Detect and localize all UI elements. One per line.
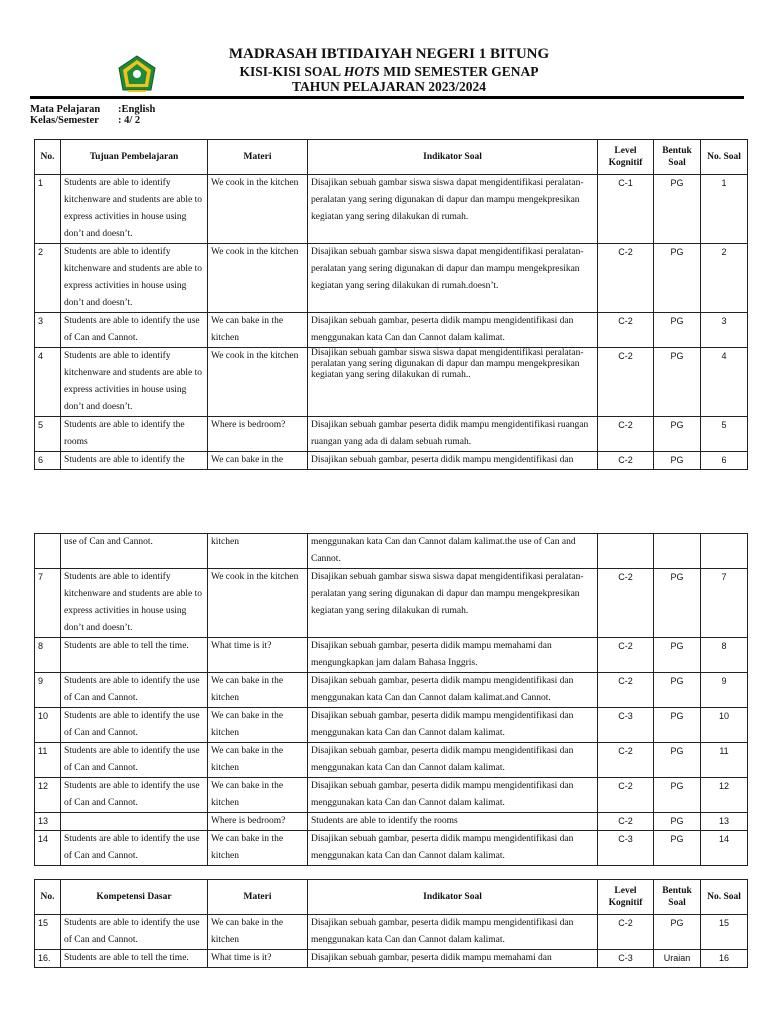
header-cell: Tujuan Pembelajaran	[61, 140, 208, 175]
class-label: Kelas/Semester	[30, 115, 99, 126]
cell-level: C-3	[598, 831, 654, 866]
table-row	[35, 638, 748, 673]
header-cell: Bentuk Soal	[654, 140, 701, 175]
cell-objective: Students are able to identify kitchenware and students are able to express activities in house using don’t and doesn’t.	[61, 348, 208, 417]
cell-no: 12	[35, 778, 61, 813]
table-row	[35, 417, 748, 452]
cell-question-no: 5	[701, 417, 748, 452]
cell-indicator: Disajikan sebuah gambar, peserta didik mampu mengidentifikasi dan menggunakan kata Can dan Cannot dalam kalimat.	[308, 313, 598, 348]
cell-indicator: Students are able to identify the rooms	[308, 813, 598, 831]
cell-no: 3	[35, 313, 61, 348]
class-row	[30, 115, 140, 126]
cell-level: C-2	[598, 244, 654, 313]
header-cell: Indikator Soal	[308, 880, 598, 915]
cell-level: C-2	[598, 313, 654, 348]
header-cell: No.	[35, 140, 61, 175]
cell-no: 9	[35, 673, 61, 708]
cell-indicator: Disajikan sebuah gambar siswa siswa dapat mengidentifikasi peralatan-peralatan yang sering digunakan di dapur dan mampu mengekpresikan kegiatan yang sering dilakukan di rumah..	[308, 348, 598, 417]
cell-no	[35, 534, 61, 569]
header-cell: Materi	[208, 140, 308, 175]
header-cell: No. Soal	[701, 880, 748, 915]
cell-level: C-2	[598, 778, 654, 813]
cell-form: PG	[654, 813, 701, 831]
cell-question-no: 1	[701, 175, 748, 244]
table-row	[35, 348, 748, 417]
cell-material: We cook in the kitchen	[208, 175, 308, 244]
header-cell: Level Kognitif	[598, 880, 654, 915]
cell-level: C-2	[598, 743, 654, 778]
cell-form: PG	[654, 778, 701, 813]
cell-no: 8	[35, 638, 61, 673]
table-row	[35, 534, 748, 569]
cell-form: PG	[654, 673, 701, 708]
cell-form: PG	[654, 569, 701, 638]
cell-question-no: 10	[701, 708, 748, 743]
cell-level: C-2	[598, 569, 654, 638]
table-row	[35, 915, 748, 950]
table-row	[35, 569, 748, 638]
cell-objective: Students are able to identify the use of Can and Cannot.	[61, 673, 208, 708]
cell-material: We can bake in the kitchen	[208, 313, 308, 348]
cell-level	[598, 534, 654, 569]
table-row	[35, 743, 748, 778]
cell-material: Where is bedroom?	[208, 813, 308, 831]
cell-form: PG	[654, 348, 701, 417]
grid-table-1	[34, 139, 748, 470]
cell-level: C-2	[598, 417, 654, 452]
header-cell: Indikator Soal	[308, 140, 598, 175]
cell-objective: Students are able to identify kitchenware and students are able to express activities in house using don’t and doesn’t.	[61, 175, 208, 244]
cell-no: 4	[35, 348, 61, 417]
cell-question-no: 2	[701, 244, 748, 313]
table-row	[35, 813, 748, 831]
cell-material: We can bake in the kitchen	[208, 831, 308, 866]
cell-question-no: 9	[701, 673, 748, 708]
cell-material: kitchen	[208, 534, 308, 569]
table-row	[35, 831, 748, 866]
cell-question-no: 12	[701, 778, 748, 813]
table-row	[35, 313, 748, 348]
cell-level: C-2	[598, 638, 654, 673]
cell-competency: Students are able to tell the time.	[61, 950, 208, 968]
cell-question-no: 15	[701, 915, 748, 950]
table-row	[35, 452, 748, 470]
cell-material: What time is it?	[208, 638, 308, 673]
cell-level: C-3	[598, 708, 654, 743]
table-row	[35, 950, 748, 968]
document-title: KISI-KISI SOAL HOTS MID SEMESTER GENAP	[239, 64, 539, 79]
table-row	[35, 778, 748, 813]
cell-level: C-2	[598, 348, 654, 417]
table-row	[35, 244, 748, 313]
header-divider	[30, 96, 744, 99]
cell-indicator: Disajikan sebuah gambar, peserta didik mampu mengidentifikasi dan menggunakan kata Can dan Cannot dalam kalimat.	[308, 778, 598, 813]
cell-material: We can bake in the kitchen	[208, 708, 308, 743]
cell-no: 7	[35, 569, 61, 638]
cell-indicator: Disajikan sebuah gambar, peserta didik mampu memahami dan mengungkapkan jam dalam Bahasa Inggris.	[308, 638, 598, 673]
class-value: : 4/ 2	[118, 115, 141, 126]
cell-material: We cook in the kitchen	[208, 569, 308, 638]
cell-level: C-1	[598, 175, 654, 244]
header-cell: No.	[35, 880, 61, 915]
cell-objective: Students are able to identify the	[61, 452, 208, 470]
cell-form: PG	[654, 638, 701, 673]
cell-material: We can bake in the kitchen	[208, 673, 308, 708]
cell-material: We can bake in the kitchen	[208, 915, 308, 950]
cell-indicator: Disajikan sebuah gambar, peserta didik mampu mengidentifikasi dan	[308, 452, 598, 470]
cell-form: Uraian	[654, 950, 701, 968]
cell-no: 14	[35, 831, 61, 866]
cell-indicator: Disajikan sebuah gambar peserta didik mampu mengidentifikasi ruangan ruangan yang ada di dalam sebuah rumah.	[308, 417, 598, 452]
cell-level: C-2	[598, 915, 654, 950]
cell-no: 13	[35, 813, 61, 831]
cell-level: C-3	[598, 950, 654, 968]
cell-form: PG	[654, 452, 701, 470]
cell-no: 2	[35, 244, 61, 313]
grid-table-3	[34, 879, 748, 968]
cell-form: PG	[654, 313, 701, 348]
cell-form: PG	[654, 743, 701, 778]
cell-material: We can bake in the	[208, 452, 308, 470]
table-header-row	[35, 140, 748, 175]
header-cell: Materi	[208, 880, 308, 915]
academic-year: TAHUN PELAJARAN 2023/2024	[291, 79, 486, 94]
cell-form: PG	[654, 417, 701, 452]
subject-label: Mata Pelajaran	[30, 104, 101, 115]
cell-no: 15	[35, 915, 61, 950]
cell-level: C-2	[598, 813, 654, 831]
cell-material: What time is it?	[208, 950, 308, 968]
cell-level: C-2	[598, 452, 654, 470]
cell-competency: Students are able to identify the use of Can and Cannot.	[61, 915, 208, 950]
cell-no: 6	[35, 452, 61, 470]
table-header-row	[35, 880, 748, 915]
cell-objective	[61, 813, 208, 831]
cell-question-no: 16	[701, 950, 748, 968]
header-cell: Bentuk Soal	[654, 880, 701, 915]
cell-level: C-2	[598, 673, 654, 708]
cell-material: We can bake in the kitchen	[208, 743, 308, 778]
cell-indicator: Disajikan sebuah gambar, peserta didik mampu mengidentifikasi dan menggunakan kata Can dan Cannot dalam kalimat.	[308, 915, 598, 950]
cell-indicator: Disajikan sebuah gambar, peserta didik mampu mengidentifikasi dan menggunakan kata Can dan Cannot dalam kalimat.	[308, 743, 598, 778]
cell-material: We can bake in the kitchen	[208, 778, 308, 813]
cell-indicator: Disajikan sebuah gambar, peserta didik mampu mengidentifikasi dan menggunakan kata Can dan Cannot dalam kalimat.	[308, 708, 598, 743]
subject-value: :English	[118, 104, 156, 115]
cell-question-no: 6	[701, 452, 748, 470]
cell-question-no: 4	[701, 348, 748, 417]
cell-form: PG	[654, 244, 701, 313]
header-cell: No. Soal	[701, 140, 748, 175]
cell-objective: Students are able to identify the use of Can and Cannot.	[61, 313, 208, 348]
cell-objective: Students are able to identify the use of Can and Cannot.	[61, 743, 208, 778]
grid-table-2	[34, 533, 748, 866]
cell-indicator: Disajikan sebuah gambar siswa siswa dapat mengidentifikasi peralatan-peralatan yang sering digunakan di dapur dan mampu mengekpresikan kegiatan yang sering dilakukan di rumah.	[308, 569, 598, 638]
cell-form: PG	[654, 708, 701, 743]
cell-objective: Students are able to tell the time.	[61, 638, 208, 673]
cell-objective: Students are able to identify kitchenware and students are able to express activities in house using don’t and doesn’t.	[61, 244, 208, 313]
cell-form: PG	[654, 831, 701, 866]
subject-row	[30, 104, 155, 115]
cell-indicator: Disajikan sebuah gambar siswa siswa dapat mengidentifikasi peralatan-peralatan yang sering digunakan di dapur dan mampu mengekpresikan kegiatan yang sering dilakukan di rumah.	[308, 175, 598, 244]
header-cell: Level Kognitif	[598, 140, 654, 175]
table-row	[35, 708, 748, 743]
cell-question-no	[701, 534, 748, 569]
cell-form: PG	[654, 915, 701, 950]
cell-objective: Students are able to identify the rooms	[61, 417, 208, 452]
school-name: MADRASAH IBTIDAIYAH NEGERI 1 BITUNG	[228, 46, 550, 62]
cell-material: We cook in the kitchen	[208, 244, 308, 313]
cell-no: 5	[35, 417, 61, 452]
header-cell: Kompetensi Dasar	[61, 880, 208, 915]
cell-indicator: menggunakan kata Can dan Cannot dalam kalimat.the use of Can and Cannot.	[308, 534, 598, 569]
cell-question-no: 3	[701, 313, 748, 348]
cell-question-no: 8	[701, 638, 748, 673]
table-row	[35, 673, 748, 708]
table-row	[35, 175, 748, 244]
cell-indicator: Disajikan sebuah gambar, peserta didik mampu memahami dan	[308, 950, 598, 968]
cell-question-no: 13	[701, 813, 748, 831]
cell-form: PG	[654, 175, 701, 244]
cell-question-no: 11	[701, 743, 748, 778]
cell-material: We cook in the kitchen	[208, 348, 308, 417]
cell-no: 11	[35, 743, 61, 778]
cell-objective: use of Can and Cannot.	[61, 534, 208, 569]
cell-question-no: 7	[701, 569, 748, 638]
cell-objective: Students are able to identify kitchenware and students are able to express activities in house using don’t and doesn’t.	[61, 569, 208, 638]
cell-objective: Students are able to identify the use of Can and Cannot.	[61, 708, 208, 743]
cell-no: 10	[35, 708, 61, 743]
cell-objective: Students are able to identify the use of Can and Cannot.	[61, 778, 208, 813]
cell-question-no: 14	[701, 831, 748, 866]
cell-indicator: Disajikan sebuah gambar siswa siswa dapat mengidentifikasi peralatan-peralatan yang sering digunakan di dapur dan mampu mengekpresikan kegiatan yang sering dilakukan di rumah.doesn’t.	[308, 244, 598, 313]
cell-material: Where is bedroom?	[208, 417, 308, 452]
cell-no: 16.	[35, 950, 61, 968]
cell-indicator: Disajikan sebuah gambar, peserta didik mampu mengidentifikasi dan menggunakan kata Can dan Cannot dalam kalimat.	[308, 831, 598, 866]
cell-indicator: Disajikan sebuah gambar, peserta didik mampu mengidentifikasi dan menggunakan kata Can dan Cannot dalam kalimat.and Cannot.	[308, 673, 598, 708]
cell-form	[654, 534, 701, 569]
cell-no: 1	[35, 175, 61, 244]
cell-objective: Students are able to identify the use of Can and Cannot.	[61, 831, 208, 866]
